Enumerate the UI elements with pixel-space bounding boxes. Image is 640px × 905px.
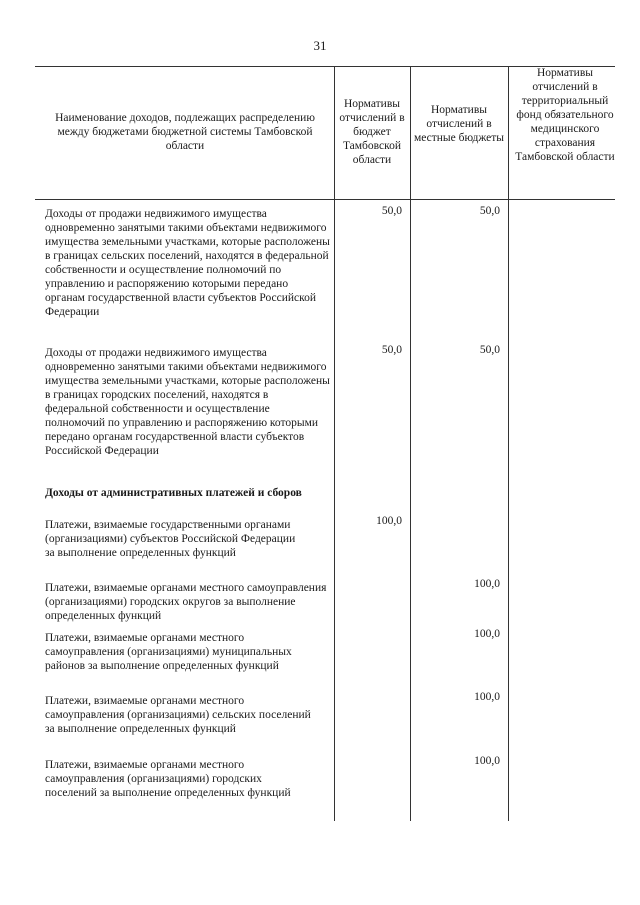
- row-local-value: 50,0: [479, 344, 500, 356]
- row-local-value: 100,0: [474, 628, 500, 640]
- row-local-value: 50,0: [479, 205, 500, 217]
- row-regional-value: 100,0: [376, 515, 402, 527]
- row-local-value: 100,0: [474, 755, 500, 767]
- row-regional-value: 50,0: [381, 205, 402, 217]
- row-name: Платежи, взимаемые органами местного самоуправления (организациями) городских округов за выполнение определенных функций: [45, 582, 327, 622]
- header-name: Наименование доходов, подлежащих распределению между бюджетами бюджетной системы Тамбовской области: [55, 112, 315, 152]
- row-name: Платежи, взимаемые органами местного самоуправления (организациями) муниципальных районов за выполнение определенных функций: [45, 632, 292, 672]
- column-divider-3: [508, 66, 509, 821]
- header-fund: Нормативы отчислений в территориальный фонд обязательного медицинского страхования Тамбовской области: [515, 67, 615, 163]
- row-name: Доходы от продажи недвижимого имущества одновременно занятыми такими объектами недвижимого имущества земельными участками, которые расположены в границах сельских поселений, находятся в федеральной собственности и осуществление полномочий по управлению и распоряжению которыми передано органам государственной власти субъектов Российской Федерации: [45, 208, 330, 318]
- page-number: 31: [313, 38, 327, 53]
- header-regional: Нормативы отчислений в бюджет Тамбовской области: [339, 98, 405, 166]
- row-local-value: 100,0: [474, 691, 500, 703]
- row-regional-value: 50,0: [381, 344, 402, 356]
- row-name: Платежи, взимаемые государственными органами (организациями) субъектов Российской Федерации за выполнение определенных функций: [45, 519, 296, 559]
- row-local-value: 100,0: [474, 578, 500, 590]
- row-name: Платежи, взимаемые органами местного самоуправления (организациями) сельских поселений за выполнение определенных функций: [45, 695, 311, 735]
- column-divider-1: [334, 66, 335, 821]
- row-name: Доходы от продажи недвижимого имущества одновременно занятыми такими объектами недвижимого имущества земельными участками, которые расположены в границах городских поселений, находятся в федеральной собственности и осуществление полномочий по управлению и распоряжению которыми передано органам государственной власти субъектов Российской Федерации: [45, 347, 330, 457]
- header-local: Нормативы отчислений в местные бюджеты: [413, 104, 505, 144]
- section-heading: Доходы от административных платежей и сборов: [45, 487, 302, 499]
- row-name: Платежи, взимаемые органами местного самоуправления (организациями) городских поселений за выполнение определенных функций: [45, 759, 291, 799]
- column-divider-2: [410, 66, 411, 821]
- header-bottom-border: [35, 199, 615, 200]
